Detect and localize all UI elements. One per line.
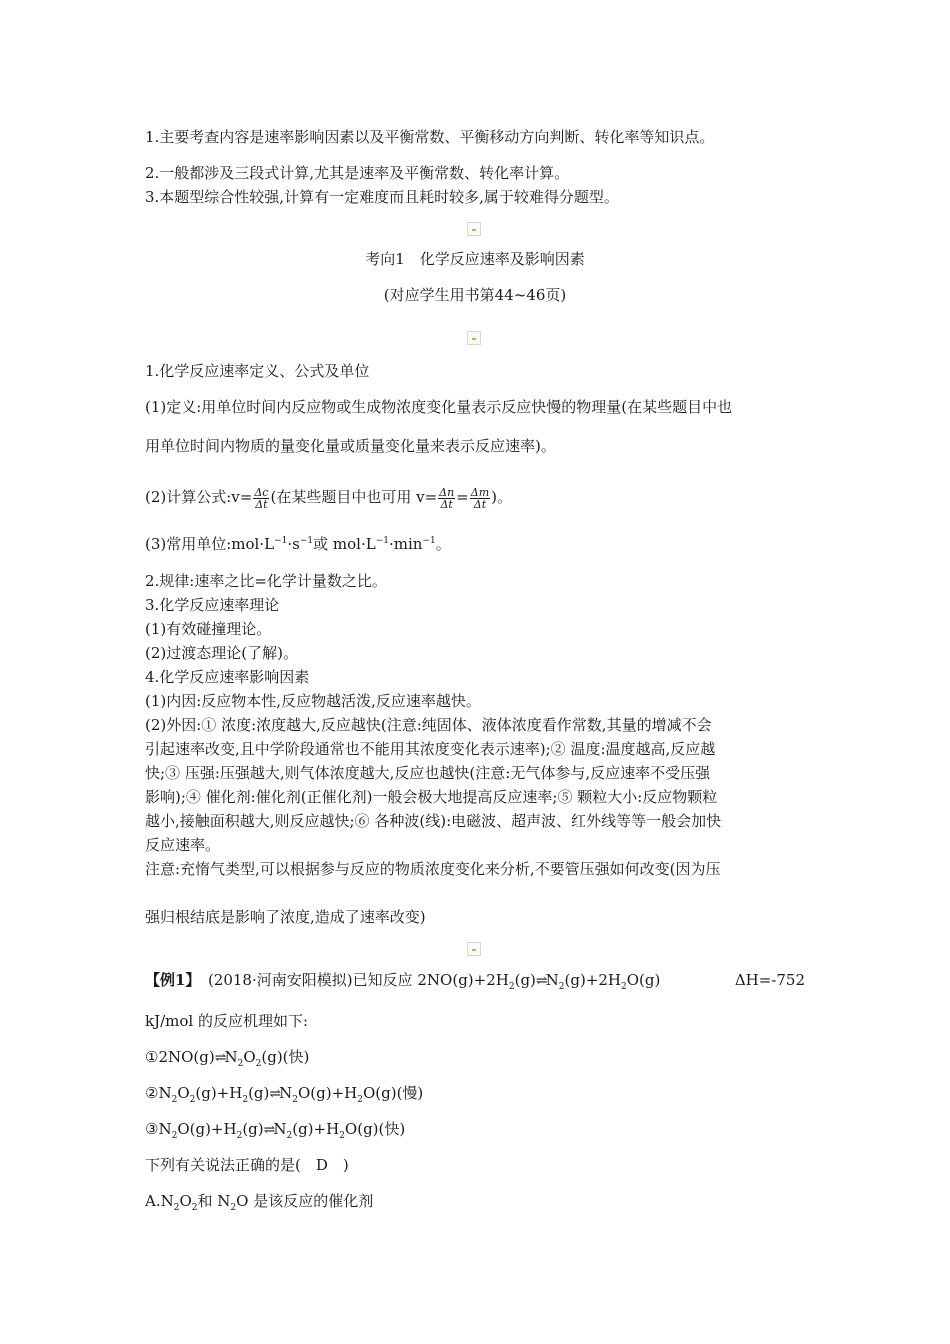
example-continue-line: kJ/mol 的反应机理如下: — [145, 1012, 309, 1030]
mechanism-step-3: $③N_2O(g)+H_2(g)\rightleftharpoons N_2(g)+H_2O(g)$(快) — [145, 1120, 406, 1141]
image-placeholder-icon — [467, 942, 481, 956]
option-a: $A.N_2O_2$和 $N_2O$ 是该反应的催化剂 — [145, 1192, 374, 1213]
section-reference: (对应学生用书第44~46页) — [383, 286, 567, 304]
definition-line-1: (1)定义:用单位时间内反应物或生成物浓度变化量表示反应快慢的物理量(在某些题目中也 — [145, 398, 733, 416]
question-line: 下列有关说法正确的是( D ) — [145, 1156, 349, 1174]
body-line: 反应速率。 — [145, 836, 221, 854]
section-title: 考向1 化学反应速率及影响因素 — [365, 250, 585, 268]
body-line: 2.规律:速率之比=化学计量数之比。 — [145, 572, 387, 590]
equation-main: $2NO(g)+2H_2(g)\rightleftharpoons N_2(g)+2H_2O(g)$ — [417, 971, 661, 992]
body-line: 影响);④ 催化剂:催化剂(正催化剂)一般会极大地提高反应速率;⑤ 颗粒大小:反应物颗粒 — [145, 788, 718, 806]
mechanism-step-1: $①2NO(g)\rightleftharpoons N_2O_2(g)$(快) — [145, 1048, 310, 1069]
heading-rate-definition: 1.化学反应速率定义、公式及单位 — [145, 362, 370, 380]
formula-line: (2)计算公式:v= $\frac{\Delta c}{\Delta t}$ (在某些题目中也可用 v= $\frac{\Delta n}{\Delta t}$ = $\frac{\Delta m}{\Delta t}$ )。 — [145, 485, 512, 511]
intro-line-2: 2.一般都涉及三段式计算,尤其是速率及平衡常数、转化率计算。 — [145, 164, 570, 182]
definition-line-2: 用单位时间内物质的量变化量或质量变化量来表示反应速率)。 — [145, 437, 556, 455]
body-line: 3.化学反应速率理论 — [145, 596, 280, 614]
body-line: 注意:充惰气类型,可以根据参与反应的物质浓度变化来分析,不要管压强如何改变(因为压 — [145, 860, 721, 878]
enthalpy: ΔH=-752 — [734, 971, 805, 989]
body-line: (1)内因:反应物本性,反应物越活泼,反应速率越快。 — [145, 692, 481, 710]
mechanism-step-2: $②N_2O_2(g)+H_2(g)\rightleftharpoons N_2O(g)+H_2O(g)$(慢) — [145, 1084, 424, 1105]
body-line: (2)过渡态理论(了解)。 — [145, 644, 298, 662]
example-tag: 【例1】 — [145, 971, 193, 989]
units-line: (3)常用单位$:mol\cdot L^{-1}\cdot s^{-1}$或 $mol\cdot L^{-1}\cdot\min^{-1}$。 — [145, 535, 451, 553]
image-placeholder-icon — [467, 222, 481, 236]
body-line: 快;③ 压强:压强越大,则气体浓度越大,反应也越快(注意:无气体参与,反应速率不受压强 — [145, 764, 711, 782]
fraction-dn-dt: $\frac{\Delta n}{\Delta t}$ — [439, 485, 455, 511]
intro-line-3: 3.本题型综合性较强,计算有一定难度而且耗时较多,属于较难得分题型。 — [145, 188, 619, 206]
body-line: 引起速率改变,且中学阶段通常也不能用其浓度变化表示速率);② 温度:温度越高,反应越 — [145, 740, 716, 758]
body-line: 越小,接触面积越大,则反应越快;⑥ 各种波(线):电磁波、超声波、红外线等等一般会加快 — [145, 812, 722, 830]
body-line: 4.化学反应速率影响因素 — [145, 668, 310, 686]
fraction-dc-dt: $\frac{\Delta c}{\Delta t}$ — [254, 485, 269, 511]
body-line: (1)有效碰撞理论。 — [145, 620, 272, 638]
intro-line-1: 1.主要考查内容是速率影响因素以及平衡常数、平衡移动方向判断、转化率等知识点。 — [145, 128, 715, 146]
fraction-dm-dt: $\frac{\Delta m}{\Delta t}$ — [470, 485, 490, 511]
example-header-line: 【例1】 (2018·河南安阳模拟)已知反应 $2NO(g)+2H_2(g)\rightleftharpoons N_2(g)+2H_2O(g)$ ΔH=-752 — [145, 971, 805, 992]
image-placeholder-icon — [467, 331, 481, 345]
note-end-line: 强归根结底是影响了浓度,造成了速率改变) — [145, 908, 426, 926]
body-line: (2)外因:① 浓度:浓度越大,反应越快(注意:纯固体、液体浓度看作常数,其量的增减不会 — [145, 716, 712, 734]
